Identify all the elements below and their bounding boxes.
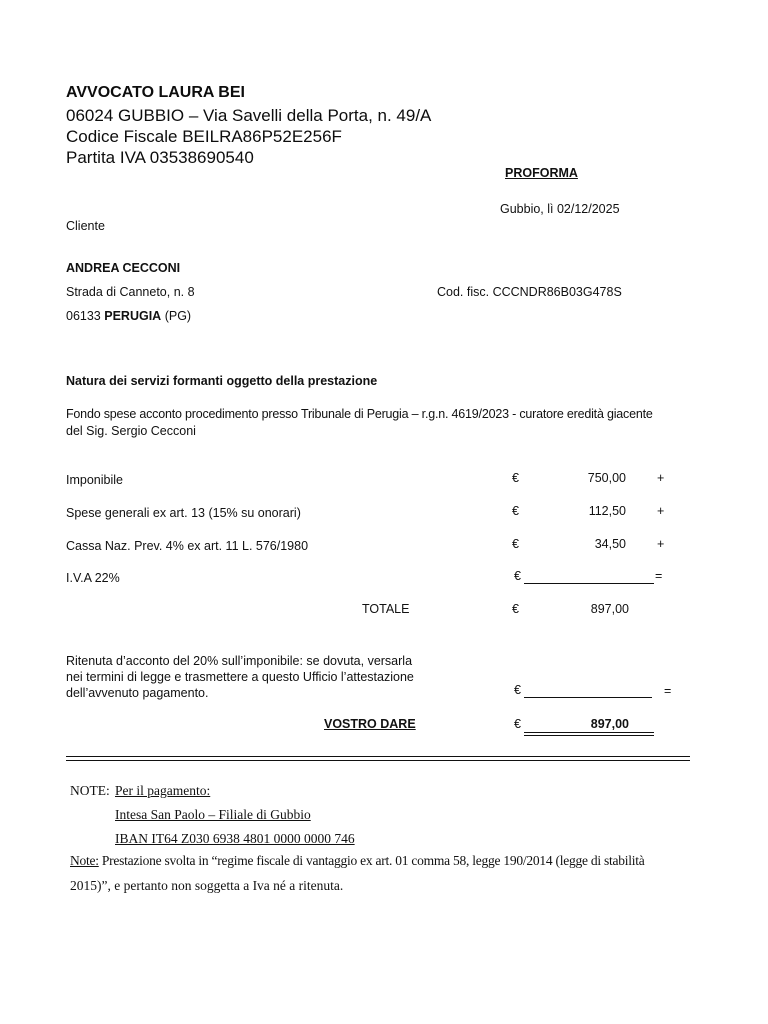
due-currency: € <box>514 717 521 731</box>
client-city: PERUGIA <box>104 309 162 323</box>
withholding-currency: € <box>514 683 521 697</box>
due-amount: 897,00 <box>590 717 629 731</box>
issuer-vat: Partita IVA 03538690540 <box>66 148 254 167</box>
client-cap: 06133 <box>66 309 101 323</box>
withholding-line3: dell’avvenuto pagamento. <box>66 686 209 700</box>
client-prov: (PG) <box>164 309 192 323</box>
row-operator: + <box>657 504 665 518</box>
total-label: TOTALE <box>362 602 410 616</box>
notes-prefix: NOTE: <box>70 783 110 798</box>
row-operator: = <box>655 569 663 583</box>
row-label: Spese generali ex art. 13 (15% su onorari) <box>66 506 301 520</box>
due-underline <box>524 732 654 733</box>
withholding-line2: nei termini di legge e trasmettere a questo Ufficio l’attestazione <box>66 670 414 684</box>
client-street: Strada di Canneto, n. 8 <box>66 285 195 299</box>
services-desc-line2: del Sig. Sergio Cecconi <box>66 424 196 438</box>
withholding-line1: Ritenuta d’acconto del 20% sull’imponibile: se dovuta, versarla <box>66 654 413 668</box>
row-amount: 750,00 <box>587 471 626 485</box>
row-operator: + <box>657 471 665 485</box>
client-name: ANDREA CECCONI <box>66 261 181 275</box>
tax-note-line2: 2015)”, e pertanto non soggetta a Iva né a ritenuta. <box>70 878 344 893</box>
row-label: Imponibile <box>66 473 123 487</box>
row-amount: 34,50 <box>594 537 626 551</box>
services-desc-line1: Fondo spese acconto procedimento presso Tribunale di Perugia – r.g.n. 4619/2023 - curatore eredità giacente <box>66 407 653 421</box>
doc-type: PROFORMA <box>505 166 578 180</box>
row-currency: € <box>514 569 521 583</box>
client-city-line <box>66 309 191 323</box>
payment-label: Per il pagamento: <box>115 783 211 798</box>
issuer-name: AVVOCATO LAURA BEI <box>66 84 245 101</box>
row-currency: € <box>512 504 519 518</box>
total-amount: 897,00 <box>590 602 629 616</box>
total-currency: € <box>512 602 519 616</box>
separator-line-double <box>66 760 690 761</box>
row-currency: € <box>512 537 519 551</box>
withholding-operator: = <box>664 684 672 698</box>
place-date: Gubbio, lì 02/12/2025 <box>500 202 620 216</box>
note-text: Prestazione svolta in “regime fiscale di vantaggio ex art. 01 comma 58, legge 190/2014 (legge di stabilità <box>98 853 645 868</box>
issuer-address: 06024 GUBBIO – Via Savelli della Porta, n. 49/A <box>66 106 432 125</box>
client-label: Cliente <box>66 219 105 233</box>
services-title: Natura dei servizi formanti oggetto della prestazione <box>66 374 378 388</box>
row-label: Cassa Naz. Prev. 4% ex art. 11 L. 576/1980 <box>66 539 309 553</box>
row-label: I.V.A 22% <box>66 571 120 585</box>
row-amount: 112,50 <box>588 504 626 518</box>
note-label: Note: <box>70 853 99 868</box>
issuer-tax-code: Codice Fiscale BEILRA86P52E256F <box>66 127 342 146</box>
bank-name: Intesa San Paolo – Filiale di Gubbio <box>115 807 311 822</box>
client-tax-code: Cod. fisc. CCCNDR86B03G478S <box>437 285 622 299</box>
separator-line <box>66 756 690 757</box>
iban: IBAN IT64 Z030 6938 4801 0000 0000 746 <box>115 831 355 846</box>
due-double-underline <box>524 735 654 736</box>
blank-amount-line <box>524 697 652 698</box>
row-currency: € <box>512 471 519 485</box>
tax-note-line1 <box>70 853 644 869</box>
row-operator: + <box>657 537 665 551</box>
blank-amount-line <box>524 583 654 584</box>
due-label: VOSTRO DARE <box>324 717 416 731</box>
